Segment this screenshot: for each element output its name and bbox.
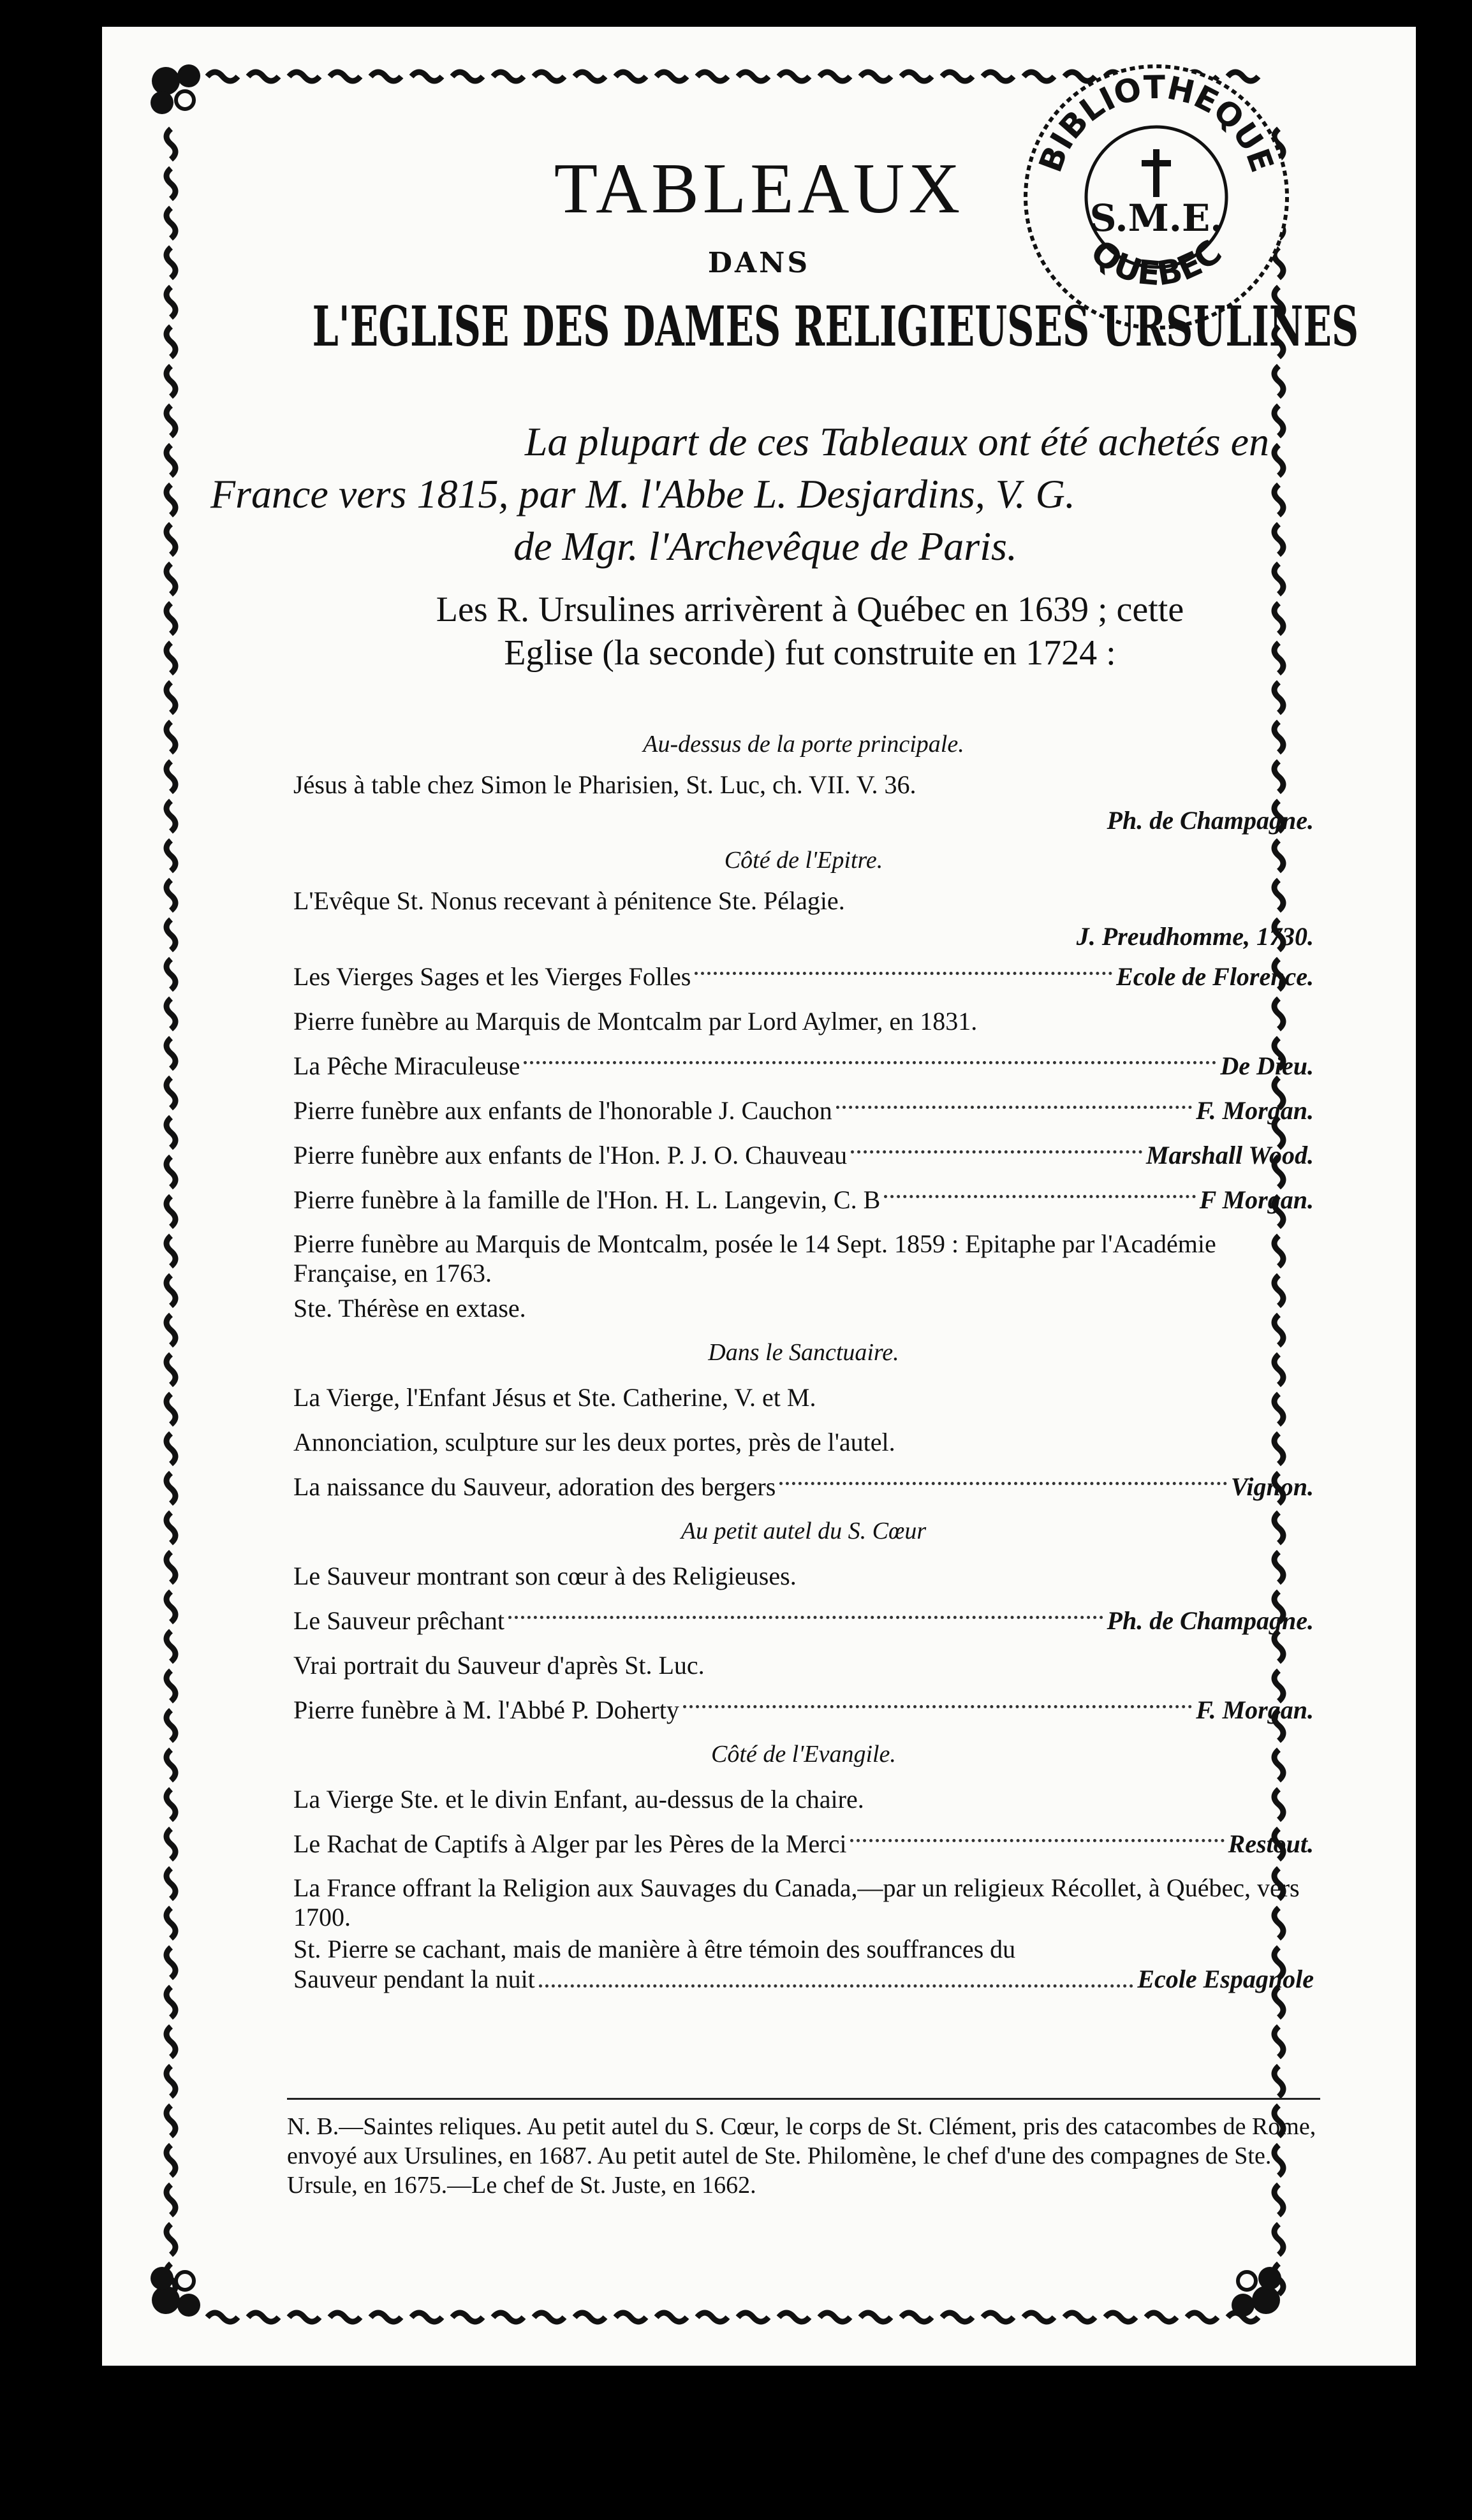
relics-note: N. B.—Saintes reliques. Au petit autel du S. Cœur, le corps de St. Clément, pris des catacombes de Rome, envoyé aux Ursulines, en 1687. Au petit autel de Ste. Philomène, le chef d'une des compagnes de Ste. Ursule, en 1675.—Le chef de St. Juste, en 1662. (287, 2113, 1316, 2199)
stamp-bottom-text: QUEBEC (1083, 233, 1230, 294)
painting-artist: Vignon. (1230, 1472, 1314, 1501)
leader-dots (524, 1061, 1216, 1064)
acquisition-note (210, 416, 1276, 573)
section-heading: Au petit autel du S. Cœur (681, 1518, 927, 1544)
painting-title: Sauveur pendant la nuit (293, 1965, 535, 1993)
painting-title: La naissance du Sauveur, adoration des bergers (293, 1472, 776, 1501)
painting-entry (293, 1088, 1314, 1132)
painting-title: Pierre funèbre aux enfants de l'Hon. P. J. O. Chauveau (293, 1140, 848, 1169)
church-name: L'EGLISE DES DAMES RELIGIEUSES URSULINES (312, 295, 1359, 359)
painting-title: La Pêche Miraculeuse (293, 1051, 520, 1080)
painting-title: Pierre funèbre à la famille de l'Hon. H. L. Langevin, C. B (293, 1185, 881, 1214)
painting-title: Le Sauveur prêchant (293, 1606, 504, 1635)
corner-ornament-bottom-left (151, 2267, 200, 2317)
stamp-top-text: BIBLIOTHEQUE (1031, 68, 1281, 177)
painting-artist: F. Morgan. (1196, 1695, 1314, 1724)
painting-entry: Le Sauveur montrant son cœur à des Religieuses. (293, 1561, 797, 1590)
leader-dots (850, 1839, 1224, 1842)
leader-dots (539, 1984, 1134, 1988)
painting-artist: Restout. (1228, 1829, 1314, 1858)
painting-title: Le Rachat de Captifs à Alger par les Pères de la Merci (293, 1829, 847, 1858)
note-divider (287, 2098, 1320, 2100)
painting-entry (293, 1930, 1314, 1996)
painting-artist: F. Morgan. (1196, 1095, 1314, 1125)
corner-ornament-top-left (151, 64, 200, 114)
painting-title: Pierre funèbre aux enfants de l'honorable J. Cauchon (293, 1095, 832, 1125)
page-title: TABLEAUX (554, 149, 964, 228)
painting-entry (293, 1043, 1314, 1088)
painting-entry: Annonciation, sculpture sur les deux portes, près de l'autel. (293, 1427, 895, 1456)
painting-entry: Pierre funèbre au Marquis de Montcalm, posée le 14 Sept. 1859 : Epitaphe par l'Académie Française, en 1763. (293, 1229, 1216, 1287)
painting-artist: Ecole Espagnole (1137, 1965, 1314, 1993)
painting-artist: Marshall Wood. (1145, 1140, 1314, 1169)
painting-title-line-1: St. Pierre se cachant, mais de manière à être témoin des souffrances du (293, 1935, 1016, 1963)
painting-artist: De Dieu. (1220, 1051, 1314, 1080)
corner-ornament-bottom-right (1232, 2267, 1281, 2317)
painting-artist: J. Preudhomme, 1730. (1076, 921, 1314, 951)
leader-dots (779, 1482, 1227, 1485)
painting-entry (293, 954, 1314, 999)
painting-entry: Vrai portrait du Sauveur d'après St. Luc. (293, 1650, 705, 1680)
painting-entry (293, 1177, 1314, 1222)
leader-dots (836, 1106, 1192, 1109)
painting-artist: Ph. de Champagne. (1107, 1606, 1314, 1635)
section-heading: Dans le Sanctuaire. (708, 1339, 899, 1366)
history-line-1: Les R. Ursulines arrivèrent à Québec en 1639 ; cette (436, 590, 1184, 629)
subtitle-dans: DANS (707, 247, 811, 279)
paintings-list (293, 722, 1314, 1996)
acquisition-line-1: La plupart de ces Tableaux ont été achetés en (524, 419, 1269, 464)
stamp-center-text: S.M.E. (1089, 196, 1223, 240)
section-heading: Au-dessus de la porte principale. (643, 731, 964, 758)
painting-entry: L'Evêque St. Nonus recevant à pénitence Ste. Pélagie. (293, 886, 845, 915)
painting-entry (293, 1464, 1314, 1509)
document-sheet (102, 27, 1416, 2366)
painting-artist: Ecole de Florence. (1116, 962, 1314, 991)
painting-entry (293, 1821, 1314, 1866)
history-line-2: Eglise (la seconde) fut construite en 1724 : (504, 633, 1116, 673)
painting-entry (293, 1687, 1314, 1732)
leader-dots (884, 1195, 1195, 1198)
acquisition-line-2: France vers 1815, par M. l'Abbe L. Desjardins, V. G. (210, 471, 1075, 516)
leader-dots (851, 1150, 1142, 1154)
painting-title: Les Vierges Sages et les Vierges Folles (293, 962, 691, 991)
painting-title-line-2 (293, 1964, 1314, 1994)
painting-entry (293, 1132, 1314, 1177)
section-heading: Côté de l'Evangile. (711, 1741, 896, 1768)
acquisition-line-3: de Mgr. l'Archevêque de Paris. (513, 524, 1017, 569)
leader-dots (695, 972, 1112, 975)
painting-entry (293, 1598, 1314, 1643)
painting-entry: La Vierge, l'Enfant Jésus et Ste. Catherine, V. et M. (293, 1382, 816, 1412)
painting-entry: La France offrant la Religion aux Sauvages du Canada,—par un religieux Récollet, à Québec, vers 1700. (293, 1873, 1300, 1931)
painting-artist: Ph. de Champagne. (1107, 805, 1314, 835)
leader-dots (683, 1705, 1192, 1708)
history-intro (287, 588, 1333, 675)
painting-title: Pierre funèbre à M. l'Abbé P. Doherty (293, 1695, 679, 1724)
painting-entry: Jésus à table chez Simon le Pharisien, St. Luc, ch. VII. V. 36. (293, 770, 916, 799)
section-heading: Côté de l'Epitre. (724, 847, 883, 874)
painting-entry: Ste. Thérèse en extase. (293, 1293, 526, 1322)
leader-dots (508, 1616, 1103, 1619)
painting-entry: Pierre funèbre au Marquis de Montcalm par Lord Aylmer, en 1831. (293, 1006, 978, 1036)
painting-entry: La Vierge Ste. et le divin Enfant, au-dessus de la chaire. (293, 1784, 864, 1813)
painting-artist: F Morgan. (1199, 1185, 1314, 1214)
